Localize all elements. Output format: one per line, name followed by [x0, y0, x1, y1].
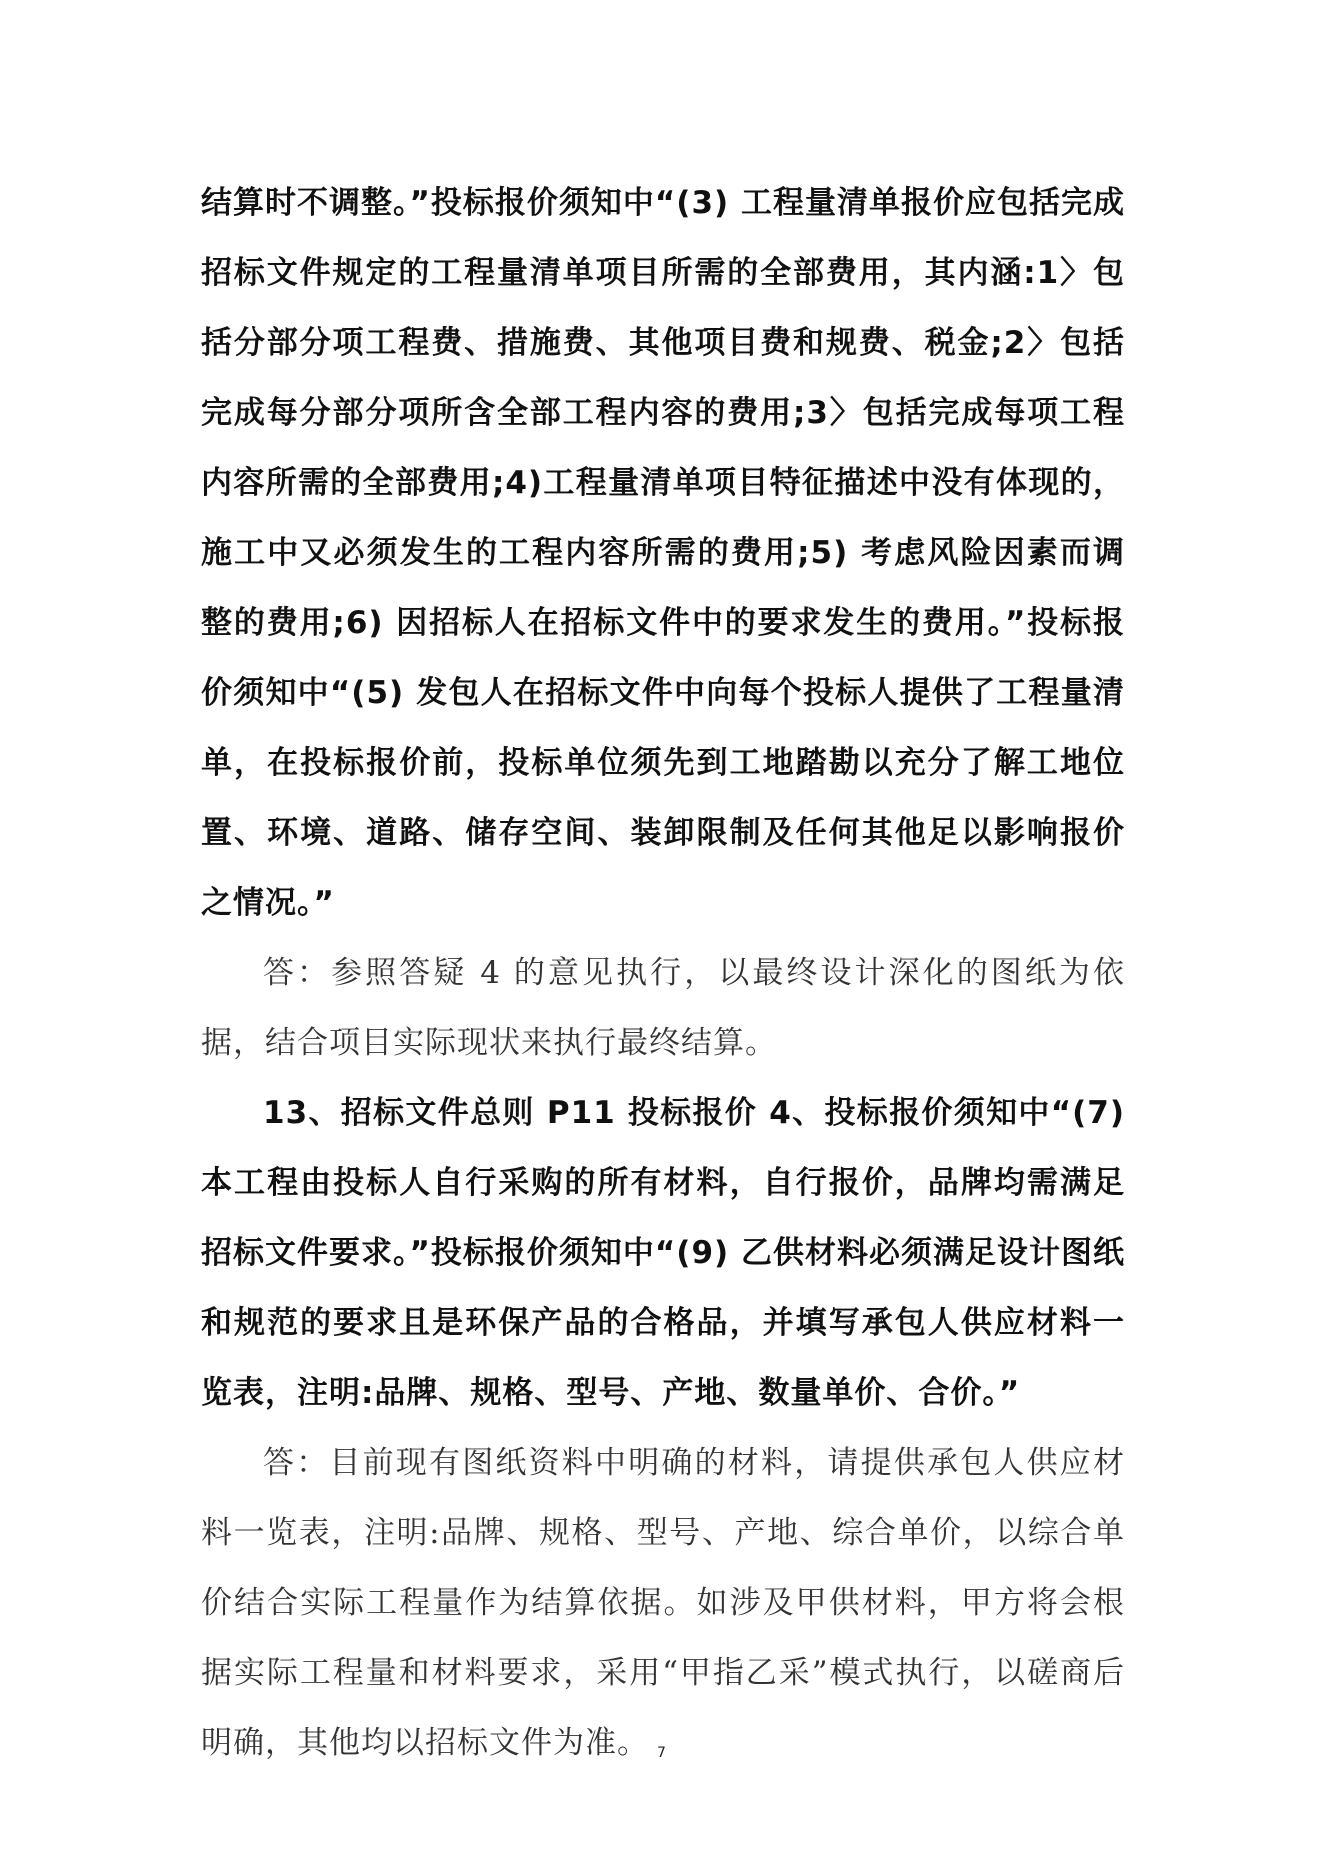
question-13: 13、招标文件总则 P11 投标报价 4、投标报价须知中“(7) 本工程由投标人自行采购的所有材料，自行报价，品牌均需满足招标文件要求。”投标报价须知中“(9) 乙供材料必须满足设计图纸和规范的要求且是环保产品的合格品，并填写承包人供应材料一览表，注明:品牌、规格、型号、产地、数量单价、合价。”	[201, 1095, 1125, 1411]
page-body	[201, 168, 1125, 1778]
page-number: 7	[657, 1745, 666, 1761]
clause-12-bid-price-notes: 结算时不调整。”投标报价须知中“(3) 工程量清单报价应包括完成招标文件规定的工程量清单项目所需的全部费用，其内涵:1〉包括分部分项工程费、措施费、其他项目费和规费、税金;2〉包括完成每分部分项所含全部工程内容的费用;3〉包括完成每项工程内容所需的全部费用;4)工程量清单项目特征描述中没有体现的，施工中又必须发生的工程内容所需的费用;5) 考虑风险因素而调整的费用;6) 因招标人在招标文件中的要求发生的费用。”投标报价须知中“(5) 发包人在招标文件中向每个投标人提供了工程量清单，在投标报价前，投标单位须先到工地踏勘以充分了解工地位置、环境、道路、储存空间、装卸限制及任何其他足以影响报价之情况。”	[201, 185, 1125, 921]
answer-13: 答：目前现有图纸资料中明确的材料，请提供承包人供应材料一览表，注明:品牌、规格、型号、产地、综合单价，以综合单价结合实际工程量作为结算依据。如涉及甲供材料，甲方将会根据实际工程量和材料要求，采用“甲指乙采”模式执行，以磋商后明确，其他均以招标文件为准。	[201, 1445, 1125, 1761]
answer-12: 答：参照答疑 4 的意见执行，以最终设计深化的图纸为依据，结合项目实际现状来执行最终结算。	[201, 955, 1125, 1061]
